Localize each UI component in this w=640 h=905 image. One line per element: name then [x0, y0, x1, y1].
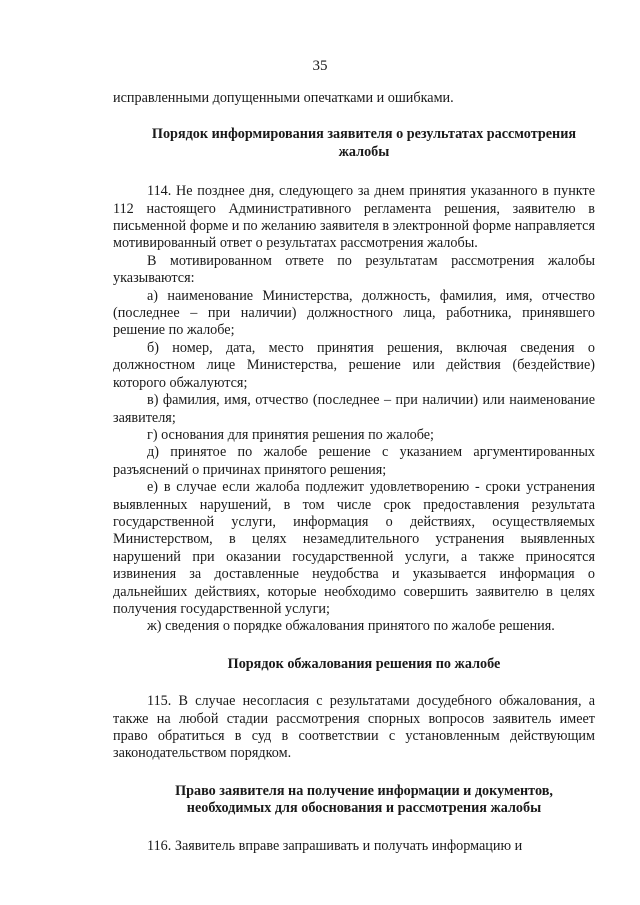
continuation-text: исправленными допущенными опечатками и ошибками.: [113, 90, 454, 106]
page-number: 35: [312, 58, 328, 74]
list-item-v: в) фамилия, имя, отчество (последнее – при наличии) или наименование заявителя;: [113, 392, 595, 426]
paragraph-114-intro: В мотивированном ответе по результатам рассмотрения жалобы указываются:: [113, 252, 595, 287]
section-heading-right-to-information: Право заявителя на получение информации и документов, необходимых для обоснования и рассмотрения жалобы: [175, 782, 553, 817]
list-item-zh: ж) сведения о порядке обжалования принятого по жалобе решения.: [147, 618, 555, 635]
list-item-b: б) номер, дата, место принятия решения, включая сведения о должностном лице Министерства, решение или действия (бездействие) которого обжалуются;: [113, 339, 595, 391]
page-content: [113, 90, 595, 855]
paragraph-115: 115. В случае несогласия с результатами досудебного обжалования, а также на любой стадии рассмотрения спорных вопросов заявитель имеет право обратиться в суд в соответствии с установленным действующим законодательством порядком.: [113, 693, 595, 762]
list-item-d: д) принятое по жалобе решение с указанием аргументированных разъяснений о причинах принятого решения;: [113, 444, 595, 478]
list-item-e: е) в случае если жалоба подлежит удовлетворению - сроки устранения выявленных нарушений, в том числе срок предоставления результата государственной услуги, информация о действиях, осуществляемых Министерством, в целях незамедлительного устранения выявленных нарушений при оказании государственной услуги, а также приносятся извинения за доставленные неудобства и указывается информация о дальнейших действиях, которые необходимо совершить заявителю в целях получения государственной услуги;: [113, 479, 595, 617]
section-heading-informing: Порядок информирования заявителя о результатах рассмотрения жалобы: [151, 126, 577, 160]
section-heading-appeal: Порядок обжалования решения по жалобе: [227, 655, 501, 672]
paragraph-114: 114. Не позднее дня, следующего за днем принятия указанного в пункте 112 настоящего Административного регламента решения, заявителю в письменной форме и по желанию заявителя в электронной форме направляется мотивированный ответ о результатах рассмотрения жалобы.: [113, 183, 595, 252]
paragraph-116: 116. Заявитель вправе запрашивать и получать информацию и: [147, 837, 523, 854]
list-item-g: г) основания для принятия решения по жалобе;: [147, 426, 434, 443]
list-item-a: а) наименование Министерства, должность, фамилия, имя, отчество (последнее – при наличии) должностного лица, работника, принявшего решение по жалобе;: [113, 287, 595, 339]
